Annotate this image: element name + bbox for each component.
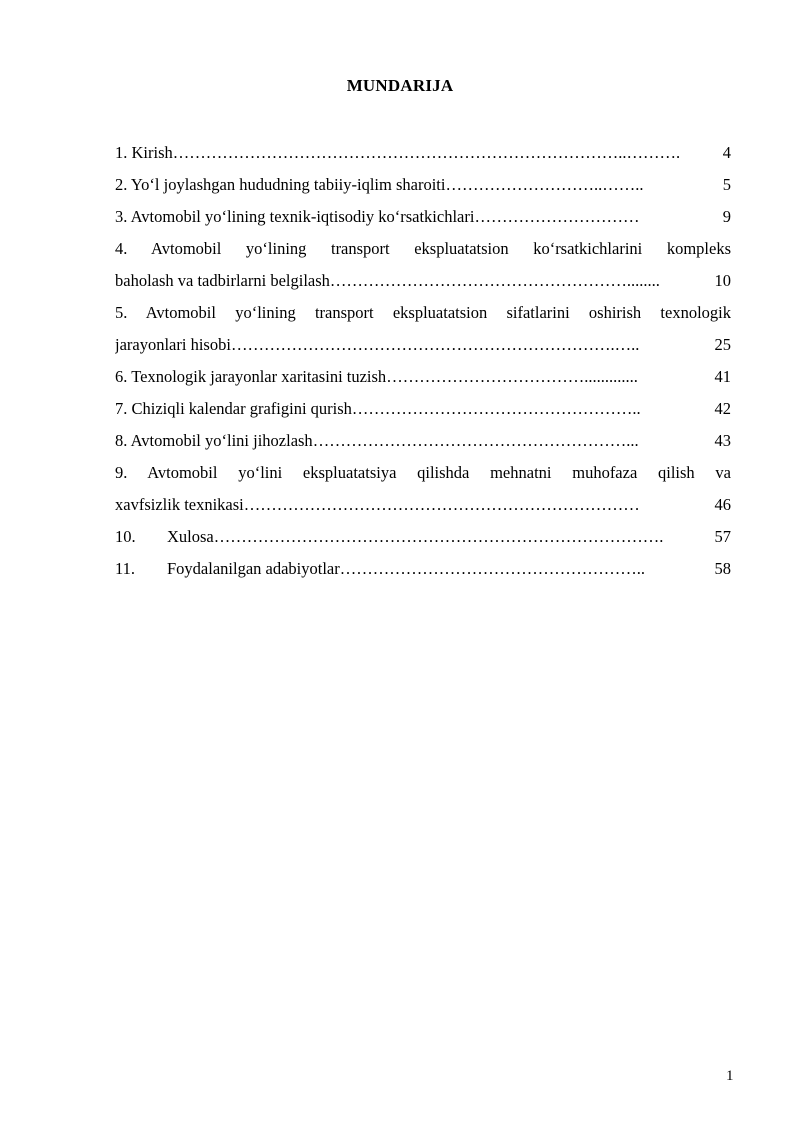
toc-entry-8: [115, 431, 731, 451]
toc-leader-dots: …………………………………………………...: [312, 431, 639, 450]
toc-entry-last-line: [115, 489, 731, 521]
toc-leader-dots: …………………………………………………………….…..: [230, 335, 640, 354]
toc-entry-label: 1. Kirish: [115, 143, 173, 162]
toc-leader-dots: ………………………………………………..: [339, 559, 645, 578]
toc-entry-7: [115, 399, 731, 419]
toc-entry-3: [115, 207, 731, 227]
toc-entry-last-line: [115, 265, 731, 297]
toc-leader-dots: ………………………..……..: [445, 175, 644, 194]
toc-entry-number: 11.: [115, 559, 136, 578]
toc-entry-number: 10.: [115, 527, 136, 546]
toc-entry-9: [115, 457, 731, 521]
toc-leader-dots: ………………………………………………........: [329, 271, 660, 290]
toc-entry-label: 3. Avtomobil yo‘lining texnik-iqtisodiy ko‘rsatkichlari: [115, 207, 475, 226]
toc-entry-6: [115, 367, 731, 387]
toc-page-number: 42: [714, 399, 731, 418]
page-number: 1: [726, 1068, 734, 1084]
toc-page-number: 5: [722, 175, 731, 194]
toc-entry-5: [115, 297, 731, 361]
toc-entry-label: 7. Chiziqli kalendar grafigini qurish: [115, 399, 352, 418]
toc-entry-1: [115, 143, 731, 163]
toc-entry-label: 6. Texnologik jarayonlar xaritasini tuzish: [115, 367, 387, 386]
toc-page-number: 57: [714, 527, 731, 546]
toc-page-number: 4: [722, 143, 731, 162]
toc-leader-dots: ……………………………………………..: [351, 399, 641, 418]
table-of-contents: [115, 143, 731, 591]
toc-entry-last-line: [115, 329, 731, 361]
toc-entry-label: Xulosa: [167, 527, 214, 546]
toc-page-number: 58: [714, 559, 731, 578]
toc-page-number: 46: [714, 495, 731, 514]
toc-page-number: 9: [722, 207, 731, 226]
toc-leader-dots: ………………………………………………………………: [243, 495, 640, 514]
toc-entry-label-line1: 4. Avtomobil yo‘lining transport ekspluatatsion ko‘rsatkichlarini kompleks: [115, 239, 731, 258]
toc-leader-dots: ……………………………….............: [386, 367, 638, 386]
toc-entry-label-line1: 5. Avtomobil yo‘lining transport ekspluatatsion sifatlarini oshirish texnologik: [115, 303, 731, 322]
toc-leader-dots: …………………………: [474, 207, 640, 226]
page-title: MUNDARIJA: [346, 76, 454, 95]
toc-entry-label-line1: 9. Avtomobil yo‘lini ekspluatatsiya qilishda mehnatni muhofaza qilish va: [115, 463, 731, 482]
toc-entry-4: [115, 233, 731, 297]
toc-entry-10: [115, 527, 731, 547]
toc-entry-2: [115, 175, 731, 195]
toc-leader-dots: ………………………………………………………………………..……….: [172, 143, 681, 162]
toc-page-number: 41: [714, 367, 731, 386]
toc-entry-label-line2: baholash va tadbirlarni belgilash: [115, 271, 330, 290]
toc-entry-11: [115, 559, 731, 579]
toc-leader-dots: ……………………………………………………………………….: [213, 527, 664, 546]
toc-entry-label-line2: xavfsizlik texnikasi: [115, 495, 244, 514]
toc-entry-label: 2. Yo‘l joylashgan hududning tabiiy-iqlim sharoiti: [115, 175, 446, 194]
toc-entry-label: Foydalanilgan adabiyotlar: [167, 559, 340, 578]
toc-entry-label-line2: jarayonlari hisobi: [115, 335, 231, 354]
toc-page-number: 43: [714, 431, 731, 450]
toc-entry-label: 8. Avtomobil yo‘lini jihozlash: [115, 431, 313, 450]
toc-page-number: 25: [714, 335, 731, 354]
toc-page-number: 10: [714, 271, 731, 290]
